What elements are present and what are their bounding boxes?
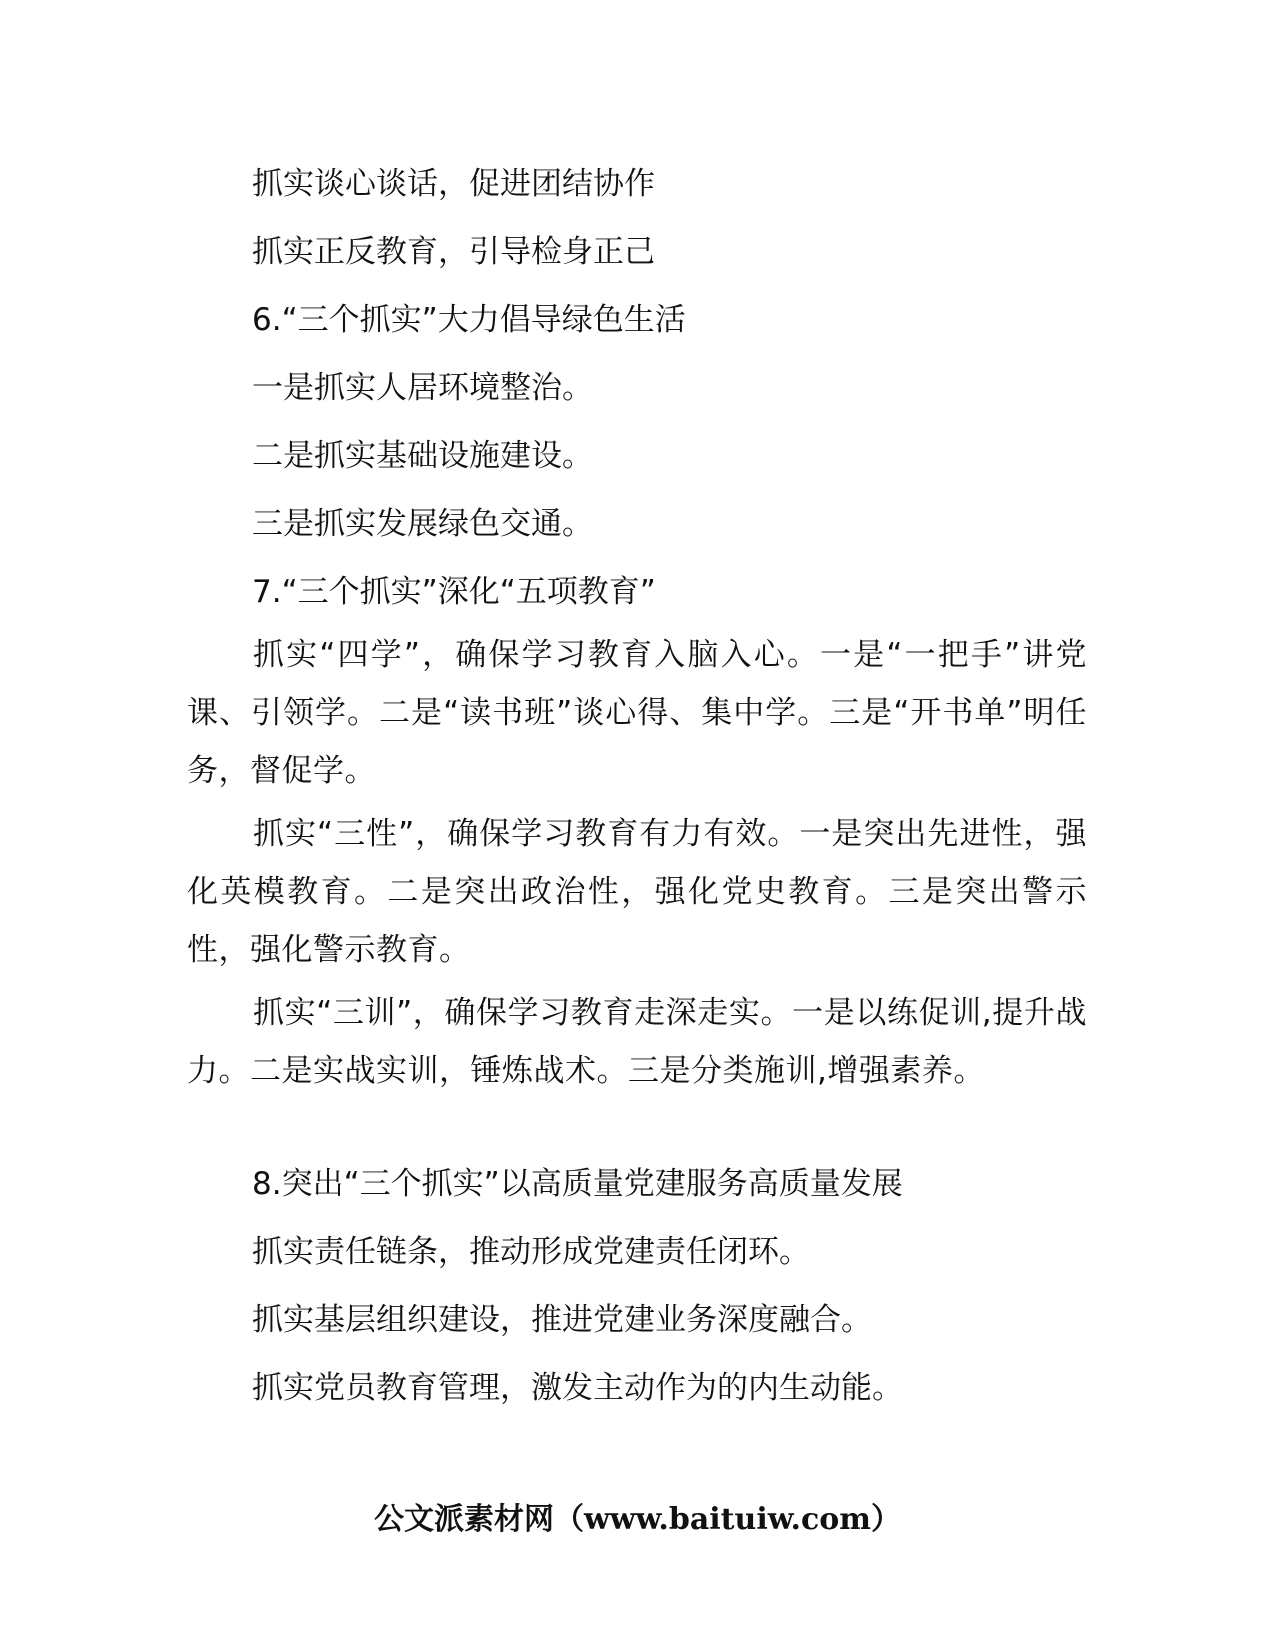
paragraph: 抓实“三训”，确保学习教育走深走实。一是以练促训,提升战力。二是实战实训，锤炼战术。三是分类施训,增强素养。: [187, 995, 1087, 1089]
footer-watermark: 公文派素材网（www.baituiw.com）: [373, 1502, 902, 1537]
paragraph: 抓实“三性”，确保学习教育有力有效。一是突出先进性，强化英模教育。二是突出政治性，强化党史教育。三是突出警示性，强化警示教育。: [187, 816, 1087, 968]
section-heading: 7.“三个抓实”深化“五项教育”: [252, 574, 656, 610]
text-line: 抓实谈心谈话，促进团结协作: [252, 166, 655, 202]
paragraph: 抓实“四学”，确保学习教育入脑入心。一是“一把手”讲党课、引领学。二是“读书班”谈心得、集中学。三是“开书单”明任务，督促学。: [187, 637, 1087, 789]
section-heading: 6.“三个抓实”大力倡导绿色生活: [252, 302, 686, 338]
text-line: 三是抓实发展绿色交通。: [252, 506, 593, 542]
text-line: 一是抓实人居环境整治。: [252, 370, 593, 406]
text-line: 抓实正反教育，引导检身正己: [252, 234, 655, 270]
text-line: 抓实基层组织建设，推进党建业务深度融合。: [252, 1302, 872, 1338]
text-line: 抓实责任链条，推动形成党建责任闭环。: [252, 1234, 810, 1270]
text-line: 抓实党员教育管理，激发主动作为的内生动能。: [252, 1370, 903, 1406]
text-line: 二是抓实基础设施建设。: [252, 438, 593, 474]
section-heading: 8.突出“三个抓实”以高质量党建服务高质量发展: [252, 1166, 903, 1202]
